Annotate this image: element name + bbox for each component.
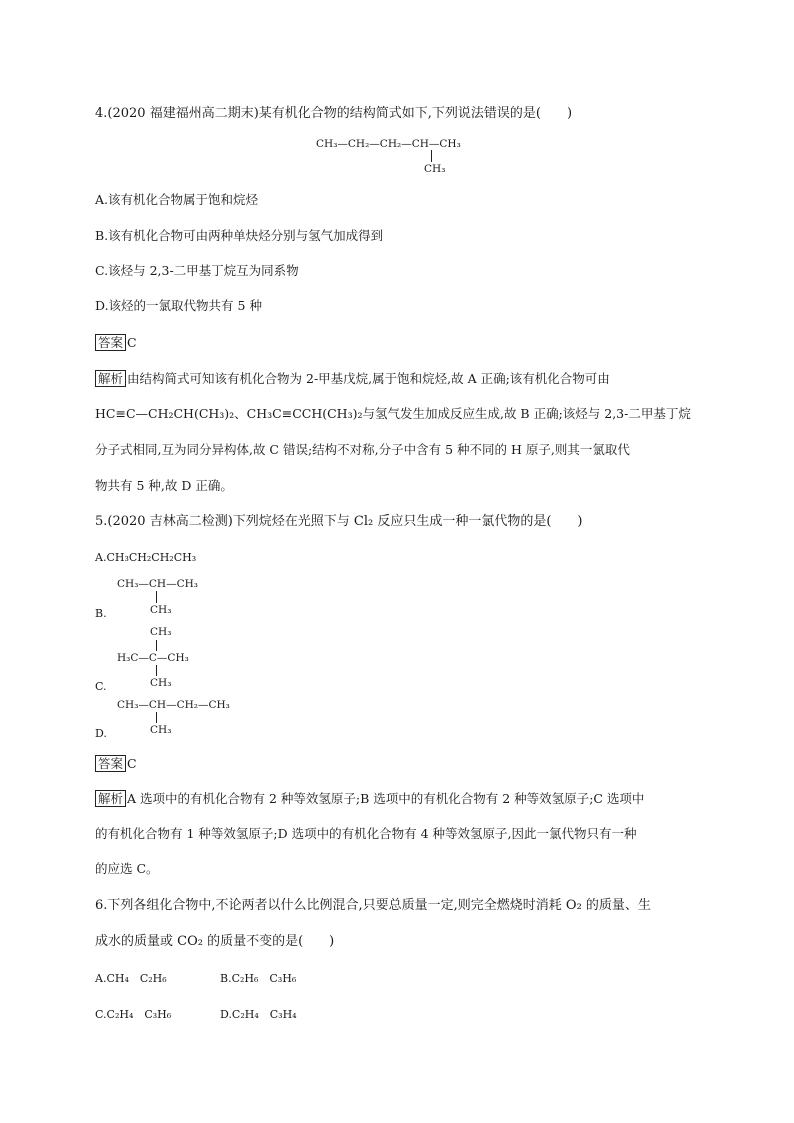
q5-option-c-label: C. — [95, 680, 107, 693]
q5-option-c-main: H₃C—C—CH₃ — [117, 652, 189, 664]
q5-analysis-line-3: 的应选 C。 — [95, 861, 159, 876]
q4-option-a: A.该有机化合物属于饱和烷烃 — [95, 192, 259, 207]
q5-option-b-bond — [156, 591, 157, 603]
q6-option-d: D.C₂H₄ C₃H₄ — [220, 1008, 297, 1021]
q5-option-c-top: CH₃ — [150, 626, 172, 638]
answer-tag: 答案 — [95, 334, 126, 351]
q5-option-b-label: B. — [95, 607, 107, 620]
q5-answer-value: C — [127, 756, 137, 771]
q5-option-a: A.CH₃CH₂CH₂CH₃ — [95, 551, 197, 564]
q4-answer — [95, 334, 137, 351]
q4-structure-main: CH₃—CH₂—CH₂—CH—CH₃ — [316, 138, 461, 150]
q4-analysis-line-1 — [95, 370, 610, 387]
q4-analysis-line-4: 物共有 5 种,故 D 正确。 — [95, 478, 233, 493]
q5-option-d-label: D. — [95, 727, 107, 740]
q4-analysis-text-1: 由结构简式可知该有机化合物为 2-甲基戊烷,属于饱和烷烃,故 A 正确;该有机化合物可由 — [127, 371, 610, 386]
q6-option-a: A.CH₄ C₂H₆ — [95, 972, 167, 985]
q4-option-c: C.该烃与 2,3-二甲基丁烷互为同系物 — [95, 263, 299, 278]
question-4-title: 4.(2020 福建福州高二期末)某有机化合物的结构简式如下,下列说法错误的是( ) — [95, 106, 573, 121]
question-6-title-line-1: 6.下列各组化合物中,不论两者以什么比例混合,只要总质量一定,则完全燃烧时消耗 O₂ 的质量、生 — [95, 898, 651, 913]
q6-option-c: C.C₂H₄ C₃H₆ — [95, 1008, 172, 1021]
q5-analysis-line-1 — [95, 790, 644, 807]
q5-option-d-branch: CH₃ — [150, 724, 172, 736]
q5-analysis-line-2: 的有机化合物有 1 种等效氢原子;D 选项中的有机化合物有 4 种等效氢原子,因此一氯代物只有一种 — [95, 826, 637, 841]
q5-option-c-bond-top — [156, 640, 157, 651]
q5-analysis-text-1: A 选项中的有机化合物有 2 种等效氢原子;B 选项中的有机化合物有 2 种等效氢原子;C 选项中 — [127, 791, 645, 806]
q5-answer — [95, 755, 137, 772]
q4-structure-bond — [431, 150, 432, 162]
question-6-title-line-2: 成水的质量或 CO₂ 的质量不变的是( ) — [95, 934, 335, 949]
q4-option-d: D.该烃的一氯取代物共有 5 种 — [95, 298, 262, 313]
q4-analysis-line-2: HC≡C—CH₂CH(CH₃)₂、CH₃C≡CCH(CH₃)₂与氢气发生加成反应生成,故 B 正确;该烃与 2,3-二甲基丁烷 — [95, 406, 691, 421]
analysis-tag: 解析 — [95, 370, 126, 387]
analysis-tag: 解析 — [95, 790, 126, 807]
q4-analysis-line-3: 分子式相同,互为同分异构体,故 C 错误;结构不对称,分子中含有 5 种不同的 H 原子,则其一氯取代 — [95, 442, 630, 457]
q5-option-d-main: CH₃—CH—CH₂—CH₃ — [117, 699, 230, 711]
q5-option-b-branch: CH₃ — [150, 604, 172, 616]
q5-option-c-bond-bottom — [156, 665, 157, 676]
q5-option-c-bottom: CH₃ — [150, 677, 172, 689]
q4-option-b: B.该有机化合物可由两种单炔烃分别与氢气加成得到 — [95, 228, 384, 243]
q5-option-d-bond — [156, 712, 157, 723]
q5-option-b-main: CH₃—CH—CH₃ — [117, 578, 198, 590]
q6-option-b: B.C₂H₆ C₃H₆ — [220, 972, 297, 985]
q4-answer-value: C — [127, 335, 137, 350]
question-5-title: 5.(2020 吉林高二检测)下列烷烃在光照下与 Cl₂ 反应只生成一种一氯代物的是( ) — [95, 514, 583, 529]
q4-structure-branch: CH₃ — [424, 163, 446, 175]
answer-tag: 答案 — [95, 755, 126, 772]
